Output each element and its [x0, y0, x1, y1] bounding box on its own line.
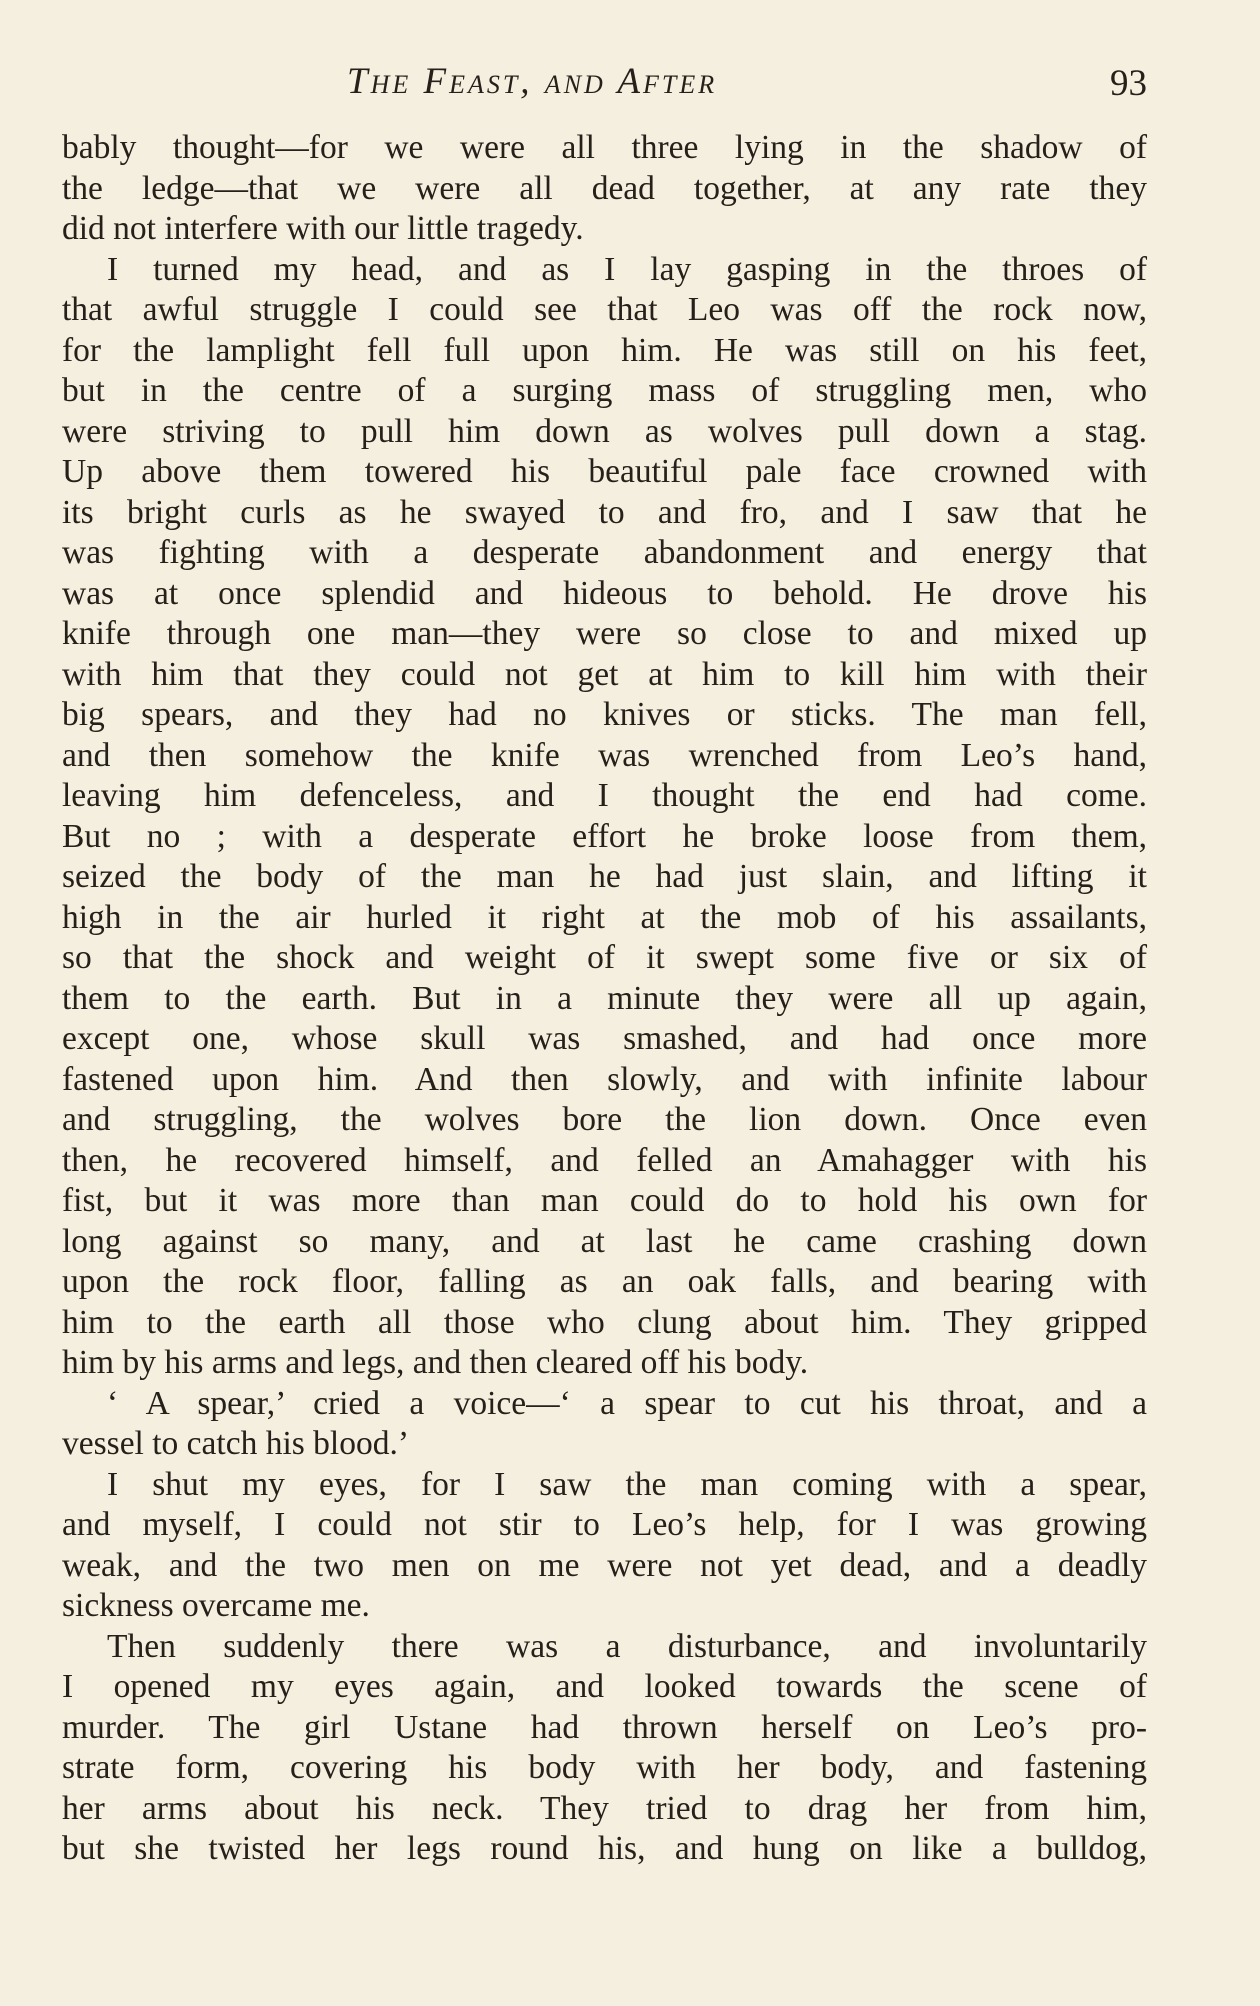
text-line: I opened my eyes again, and looked towards the scene of	[62, 1668, 1147, 1705]
text-line: knife through one man—they were so close to and mixed up	[62, 615, 1147, 652]
text-line: with him that they could not get at him to kill him with their	[62, 655, 1147, 693]
text-line: but in the centre of a surging mass of struggling men, who	[62, 372, 1147, 409]
text-line: long against so many, and at last he came crashing down	[62, 1222, 1147, 1260]
text-line: I turned my head, and as I lay gasping in the throes of	[107, 250, 1147, 288]
running-head	[62, 60, 1147, 110]
text-line: strate form, covering his body with her body, and fastening	[62, 1749, 1147, 1786]
text-line: its bright curls as he swayed to and fro, and I saw that he	[62, 493, 1147, 531]
text-line: upon the rock floor, falling as an oak falls, and bearing with	[62, 1263, 1147, 1300]
text-line: so that the shock and weight of it swept some five or six of	[62, 939, 1147, 976]
text-line: were striving to pull him down as wolves pull down a stag.	[62, 412, 1147, 450]
text-line: I shut my eyes, for I saw the man coming with a spear,	[107, 1465, 1147, 1503]
text-line: bably thought—for we were all three lying in the shadow of	[62, 129, 1147, 166]
text-line: fist, but it was more than man could do to hold his own for	[62, 1182, 1147, 1219]
text-line: weak, and the two men on me were not yet dead, and a deadly	[62, 1546, 1147, 1584]
body-text	[62, 128, 1147, 1870]
text-line: vessel to catch his blood.’	[62, 1425, 410, 1462]
text-line: the ledge—that we were all dead together, at any rate they	[62, 169, 1147, 207]
text-line: high in the air hurled it right at the mob of his assailants,	[62, 898, 1147, 936]
text-line: and myself, I could not stir to Leo’s help, for I was growing	[62, 1506, 1147, 1543]
text-line: was fighting with a desperate abandonment and energy that	[62, 534, 1147, 571]
text-line: that awful struggle I could see that Leo was off the rock now,	[62, 291, 1147, 328]
page-number: 93	[1110, 63, 1147, 104]
text-line: and struggling, the wolves bore the lion down. Once even	[62, 1101, 1147, 1138]
text-line: them to the earth. But in a minute they were all up again,	[62, 979, 1147, 1017]
text-line: leaving him defenceless, and I thought the end had come.	[62, 777, 1147, 814]
text-line: except one, whose skull was smashed, and had once more	[62, 1020, 1147, 1057]
text-line: for the lamplight fell full upon him. He was still on his feet,	[62, 331, 1147, 369]
text-line: murder. The girl Ustane had thrown herself on Leo’s pro-	[62, 1708, 1147, 1746]
text-line: big spears, and they had no knives or sticks. The man fell,	[62, 696, 1147, 733]
text-line: Up above them towered his beautiful pale face crowned with	[62, 453, 1147, 490]
text-line: sickness overcame me.	[62, 1587, 370, 1624]
text-line: seized the body of the man he had just slain, and lifting it	[62, 858, 1147, 895]
text-line: was at once splendid and hideous to behold. He drove his	[62, 574, 1147, 612]
text-line: him by his arms and legs, and then cleared off his body.	[62, 1344, 809, 1381]
text-line: her arms about his neck. They tried to drag her from him,	[62, 1789, 1147, 1827]
text-line: But no ; with a desperate effort he broke loose from them,	[62, 817, 1147, 855]
text-line: did not interfere with our little tragedy.	[62, 210, 584, 247]
text-line: ‘ A spear,’ cried a voice—‘ a spear to cut his throat, and a	[107, 1384, 1147, 1422]
chapter-title: The Feast, and After	[347, 61, 718, 102]
text-line: and then somehow the knife was wrenched from Leo’s hand,	[62, 736, 1147, 774]
text-line: fastened upon him. And then slowly, and with infinite labour	[62, 1060, 1147, 1098]
text-line: him to the earth all those who clung about him. They gripped	[62, 1303, 1147, 1341]
text-line: then, he recovered himself, and felled an Amahagger with his	[62, 1141, 1147, 1179]
text-line: Then suddenly there was a disturbance, and involuntarily	[107, 1627, 1147, 1665]
text-line: but she twisted her legs round his, and hung on like a bulldog,	[62, 1830, 1147, 1867]
